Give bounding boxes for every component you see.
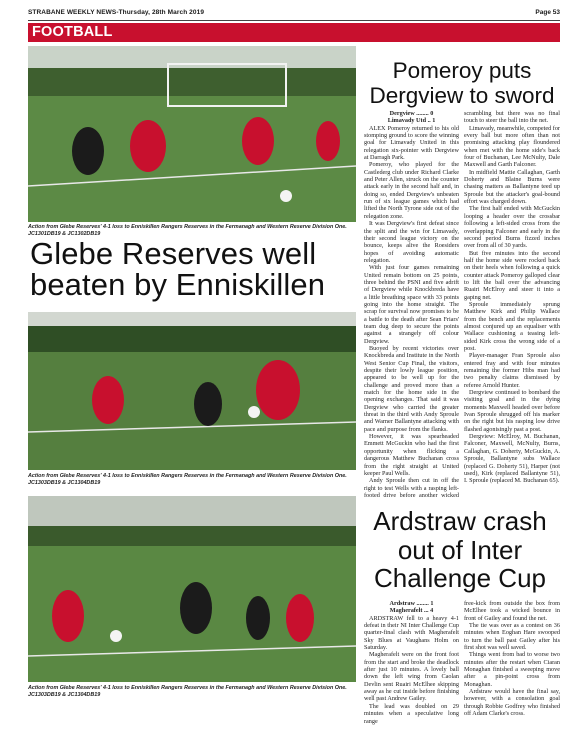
pomeroy-column-1 (364, 110, 459, 498)
ardstraw-column-1 (364, 600, 459, 730)
photo-caption-3: Action from Glebe Reserves' 4-1 loss to Enniskillen Rangers Reserves in the Fermanagh and Western Reserve Division One. JC1303DB19 & JC1304DB19 (28, 685, 347, 698)
ardstraw-headline: Ardstraw crash out of Inter Challenge Cup (373, 506, 547, 593)
section-label: FOOTBALL (32, 24, 113, 40)
article-paragraph: In midfield Mattie Callaghan, Garth Doherty and Blaine Burns were chasing matters as Ballantyne teed up Sproule but the attacker's goal-bound effort was charged down. (464, 168, 560, 206)
score-line: Ardstraw ........ 1 (389, 600, 434, 607)
match-photo-3 (28, 496, 356, 682)
page-number: Page 53 (535, 9, 560, 16)
photo-caption-1: Action from Glebe Reserves' 4-1 loss to Enniskillen Rangers Reserves in the Fermanagh and Western Reserve Division One. JC1301DB19 & JC1302DB19 (28, 224, 347, 237)
pomeroy-headline: Pomeroy puts Dergview to sword (369, 58, 555, 108)
article-paragraph: Sproule immediately sprung Matthew Kirk and Philip Wallace from the bench and the replacements almost conjured up an equaliser with Wallace cushioning a teasing left-sided Kirk cross the wrong side of a post. (464, 300, 560, 352)
article-paragraph: Buoyed by recent victories over Knockbreda and Institute in the North West Senior Cup Final, the visitors, despite their lowly league position, appeared to be well up for the challenge and proved more than a match for the home side in the opening exchanges. That said it was Dergview who carried the greater threat in the third with Andy Sproule and Warner Ballantyne attacking with pace and purpose from the flanks. (364, 345, 459, 433)
article-paragraph: But five minutes into the second half the home side were rocked back on their heels when following a quick counter attack Pomeroy galloped clear to lift the ball over the advancing Ruairi McElroy and steer it into a gaping net. (464, 249, 560, 301)
article-paragraph: The lead was doubled on 29 minutes when a speculative long range (364, 702, 459, 725)
publication-line: STRABANE WEEKLY NEWS-Thursday, 28th March 2019 (28, 9, 205, 16)
pomeroy-column-2 (464, 110, 560, 498)
section-band (28, 23, 560, 42)
article-paragraph: It was Dergview's first defeat since the split and the win for Limavady, their second league victory on the bounce, keeps alive the Roesiders hopes of avoiding automatic relegation. (364, 220, 459, 264)
glebe-headline: Glebe Reserves well beaten by Enniskillen (30, 236, 326, 302)
ardstraw-column-2 (464, 600, 560, 730)
score-line: Dergview ........ 0 (389, 110, 434, 117)
article-paragraph: Dergview: McElroy, M. Buchanan, Falconer, Maxwell, McNulty, Burns, Callaghan, G. Doherty, McGuckin, A. Sproule, Ballantyne subs Wallace (replaced G. Doherty 51), Harper (not used), Kirk (replaced Ballantyne 51), I. Sproule (replaced M. Buchanan 65). (464, 433, 560, 485)
article-paragraph: The first half ended with McGuckin looping a header over the crossbar following a left-sided cross from the overlapping Falconer and early in the second period Burns fizzed inches over from all of 30 yards. (464, 205, 560, 250)
article-paragraph: Dergview continued to bombard the visiting goal and in the dying moments Maxwell headed over before Ivan Sproule shrugged off his marker on the right but his rasping low drive flashed agonisingly past a post. (464, 389, 560, 433)
article-paragraph: Player-manager Fran Sproule also entered fray and with four minutes remaining the former Hibs man had two penalty claims dismissed by referee Arnold Hunter. (464, 352, 560, 389)
article-paragraph: Pomeroy, who played for the Castlederg club under Richard Clarke and Peter Allen, struck on the counter attack early in the second half and, in doing so, ended Dergview's unbeaten run of six league games which had lifted the North Tyrone side out of the relegation zone. (364, 161, 459, 220)
masthead (28, 9, 560, 21)
match-photo-1 (28, 46, 356, 222)
article-paragraph: Things went from bad to worse two minutes after the restart when Ciaran Monaghan finished a sweeping move after a pin-point cross from Monaghan. (464, 651, 560, 688)
article-paragraph: Magherafelt were on the front foot from the start and broke the deadlock after just 10 minutes. A lovely ball down the left wing from Caolan Devlin sent Ruairi McElhee skipping away as he cut inside before finishing well past Andrew Gailey. (364, 651, 459, 703)
article-paragraph: However, it was spearheaded Emmett McGuckin who had the first opportunity when flicking a dangerous Matthew Buchanan cross from the right straight at United keeper Paul Wells. (364, 433, 459, 477)
match-photo-2 (28, 312, 356, 470)
score-line: Limavady Utd .. 1 (387, 117, 436, 125)
article-paragraph: ARDSTRAW fell to a heavy 4-1 defeat in their NI Inter Challenge Cup quarter-final clash with Magherafelt Sky Blues at Vaughans Holm on Saturday. (364, 614, 459, 652)
article-paragraph: ALEX Pomeroy returned to his old stomping ground to score the winning goal for Limavady United in this relegation six-pointer with Dergview at Darragh Park. (364, 124, 459, 162)
article-paragraph: The tie was over as a contest on 36 minutes when Eoghan Hare swooped to turn the ball past Gailey after his first shot was well saved. (464, 622, 560, 652)
article-paragraph: scrambling but there was no final touch to steer the ball into the net. (464, 110, 560, 125)
photo-caption-2: Action from Glebe Reserves' 4-1 loss to Enniskillen Rangers Reserves in the Fermanagh and Western Reserve Division One. JC1303DB19 & JC1304DB19 (28, 473, 347, 486)
article-paragraph: Ardstraw would have the final say, however, with a consolation goal through Robbie Godfrey who finished off Adam Clarke's cross. (464, 688, 560, 718)
article-paragraph: Andy Sproule then cut in off the right to test Wells with a rasping left-footed drive before another wicked (364, 477, 459, 498)
score-line: Magherafelt ... 4 (389, 607, 434, 615)
article-paragraph: free-kick from outside the box from McElhee took a wicked bounce in front of Gailey and found the net. (464, 600, 560, 622)
article-paragraph: With just four games remaining United remain bottom on 25 points, three behind the PSNI and five adrift of Dergview while Knockbreda have a little breathing space with 33 points going into the home straight. The scrap for survival now promises to be a battle to the death after Sean Friars' team dug deep to secure the points against a strangely off colour Dergview. (364, 264, 459, 345)
article-paragraph: Limavady, meanwhile, competed for every ball but more often than not promising attacking play floundered when met with the home side's back four of Buchanan, Lee McNulty, Dale Maxwell and Garth Falconer. (464, 124, 560, 169)
